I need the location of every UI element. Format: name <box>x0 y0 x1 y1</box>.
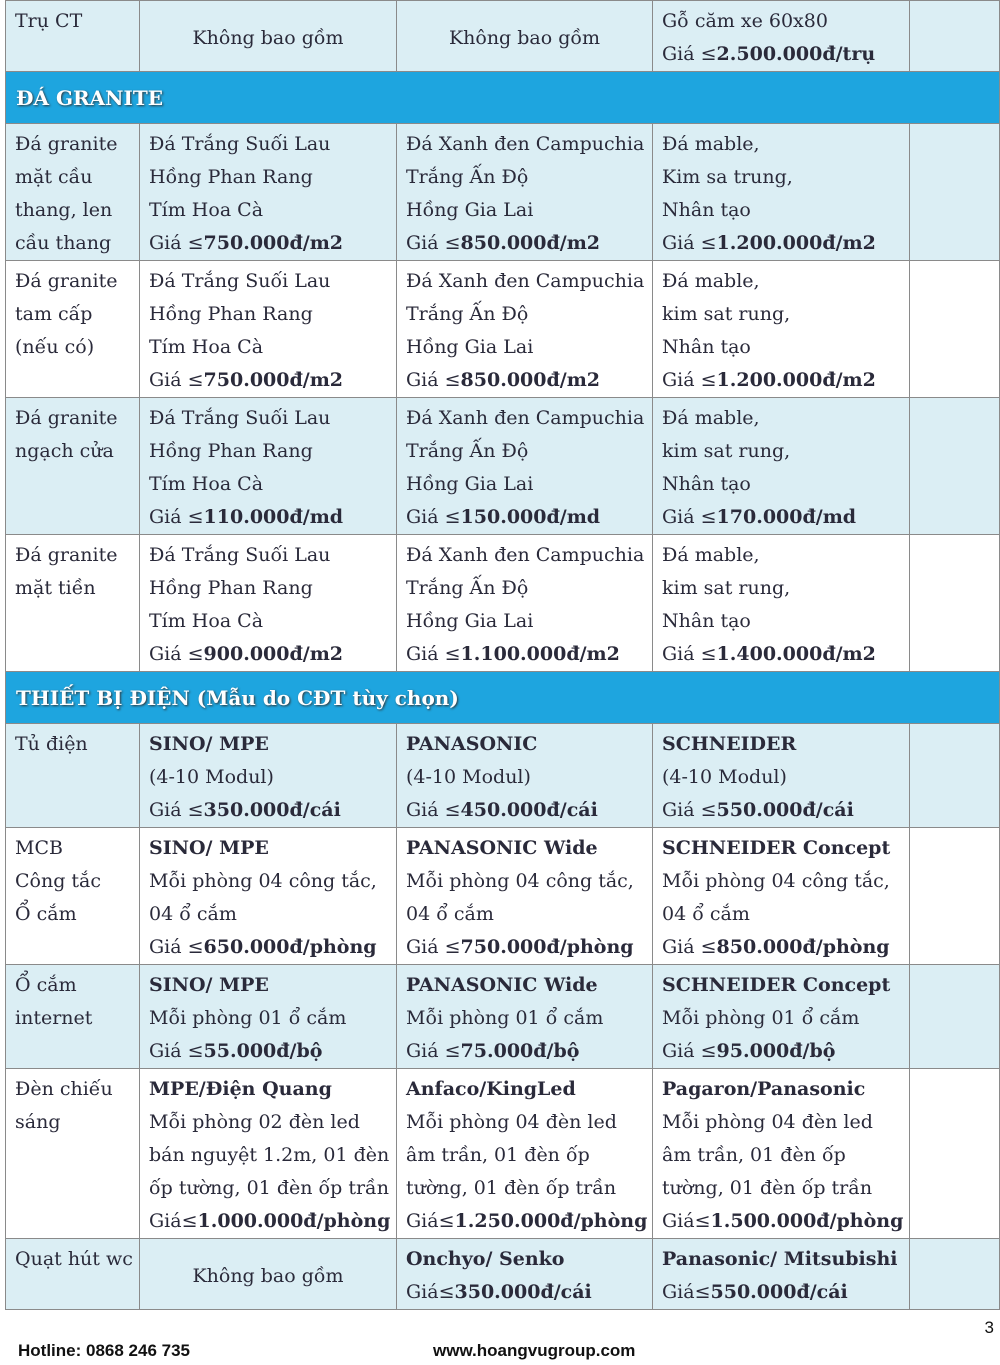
price-line <box>149 794 387 827</box>
price-value: 750.000đ/phòng <box>460 936 634 958</box>
price-line <box>406 794 643 827</box>
option-cell <box>140 828 397 965</box>
price-value: 110.000đ/md <box>203 506 344 528</box>
option-text: (4-10 Modul) <box>406 766 531 788</box>
item-label-cell <box>6 124 140 261</box>
option-cell <box>140 398 397 535</box>
price-line <box>662 794 900 827</box>
empty-cell <box>910 261 1000 398</box>
page-number: 3 <box>984 1318 994 1337</box>
brand-name: SINO/ MPE <box>149 837 269 859</box>
price-prefix: Giá ≤ <box>662 936 717 958</box>
option-text: Không bao gồm <box>192 26 344 49</box>
price-value: 550.000đ/cái <box>716 799 854 821</box>
option-cell <box>140 261 397 398</box>
option-cell <box>653 124 910 261</box>
price-line <box>149 364 387 397</box>
option-cell <box>140 1 397 72</box>
empty-cell <box>910 124 1000 261</box>
option-text: âm trần, 01 đèn ốp <box>662 1144 846 1166</box>
option-text: Nhân tạo <box>662 199 751 221</box>
option-text: Mỗi phòng 02 đèn led <box>149 1111 360 1133</box>
option-text: Đá mable, <box>662 544 760 566</box>
option-cell <box>140 1069 397 1239</box>
price-line <box>662 1035 900 1068</box>
price-line <box>406 364 643 397</box>
option-text: Hồng Gia Lai <box>406 473 534 495</box>
item-label-cell <box>6 398 140 535</box>
option-text: Trắng Ấn Độ <box>406 166 529 188</box>
price-line <box>406 1035 643 1068</box>
option-text: Hồng Phan Rang <box>149 303 313 325</box>
table-row <box>6 828 1000 965</box>
option-text: Tím Hoa Cà <box>149 199 264 221</box>
item-label: MCB <box>15 837 63 859</box>
option-cell <box>397 724 653 828</box>
option-text: Không bao gồm <box>448 26 601 49</box>
price-value: 850.000đ/phòng <box>716 936 890 958</box>
option-text: Kim sa trung, <box>662 166 793 188</box>
option-text: tường, 01 đèn ốp trần <box>662 1177 873 1199</box>
price-prefix: Giá ≤ <box>149 369 204 391</box>
price-value: 450.000đ/cái <box>460 799 598 821</box>
brand-name: SINO/ MPE <box>149 733 269 755</box>
price-line <box>406 638 643 671</box>
item-label-cell <box>6 535 140 672</box>
item-label: thang, len <box>15 199 113 221</box>
table-row <box>6 261 1000 398</box>
price-value: 55.000đ/bộ <box>203 1040 323 1062</box>
price-value: 1.200.000đ/m2 <box>716 232 876 254</box>
price-line <box>149 1035 387 1068</box>
price-line <box>662 931 900 964</box>
brand-name: MPE/Điện Quang <box>149 1078 332 1100</box>
price-prefix: Giá ≤ <box>662 1040 717 1062</box>
empty-cell <box>910 398 1000 535</box>
price-value: 550.000đ/cái <box>710 1281 848 1303</box>
brand-name: PANASONIC <box>406 733 538 755</box>
option-cell <box>397 261 653 398</box>
option-text: Mỗi phòng 01 ổ cắm <box>406 1007 604 1029</box>
brand-name: SINO/ MPE <box>149 974 269 996</box>
option-text: Hồng Phan Rang <box>149 440 313 462</box>
section-header-row <box>6 672 1000 724</box>
price-prefix: Giá ≤ <box>406 369 461 391</box>
price-line <box>662 227 900 260</box>
option-text: âm trần, 01 đèn ốp <box>406 1144 590 1166</box>
item-label: Đèn chiếu <box>15 1078 113 1100</box>
price-prefix: Giá ≤ <box>662 232 717 254</box>
price-line <box>662 638 900 671</box>
item-label-cell <box>6 724 140 828</box>
brand-name: PANASONIC Wide <box>406 974 598 996</box>
option-text: Đá Xanh đen Campuchia <box>406 270 645 292</box>
price-line <box>406 227 643 260</box>
price-value: 650.000đ/phòng <box>203 936 377 958</box>
price-line <box>149 501 387 534</box>
price-table <box>5 0 1000 1310</box>
price-line <box>406 1205 648 1238</box>
option-text: (4-10 Modul) <box>149 766 274 788</box>
price-value: 170.000đ/md <box>716 506 857 528</box>
option-text: Mỗi phòng 04 đèn led <box>406 1111 617 1133</box>
price-line <box>662 1276 900 1309</box>
option-cell <box>140 535 397 672</box>
price-value: 350.000đ/cái <box>203 799 341 821</box>
section-title: THIẾT BỊ ĐIỆN (Mẫu do CĐT tùy chọn) <box>6 672 1000 724</box>
price-line <box>149 931 387 964</box>
option-text: Mỗi phòng 04 đèn led <box>662 1111 873 1133</box>
empty-cell <box>910 724 1000 828</box>
section-title: ĐÁ GRANITE <box>6 72 1000 124</box>
item-label: ngạch cửa <box>15 440 114 462</box>
option-text: Trắng Ấn Độ <box>406 577 529 599</box>
brand-name: Anfaco/KingLed <box>406 1078 576 1100</box>
item-label: mặt tiền <box>15 577 96 599</box>
option-text: Đá Trắng Suối Lau <box>149 133 331 155</box>
item-label: cầu thang <box>15 232 112 254</box>
item-label-cell <box>6 1069 140 1239</box>
option-text: Tím Hoa Cà <box>149 473 264 495</box>
price-prefix: Giá ≤ <box>406 643 461 665</box>
price-value: 1.000.000đ/phòng <box>197 1210 391 1232</box>
item-label: Quạt hút wc <box>15 1248 133 1270</box>
option-text: kim sat rung, <box>662 440 791 462</box>
empty-cell <box>910 828 1000 965</box>
price-value: 750.000đ/m2 <box>203 369 344 391</box>
price-line <box>149 1205 391 1238</box>
price-prefix: Giá ≤ <box>662 506 717 528</box>
item-label: (nếu có) <box>15 336 95 358</box>
item-label-cell <box>6 828 140 965</box>
item-label: tam cấp <box>15 303 93 325</box>
option-text: Đá Trắng Suối Lau <box>149 270 331 292</box>
option-cell <box>397 828 653 965</box>
option-text: Trắng Ấn Độ <box>406 440 529 462</box>
option-text: Mỗi phòng 04 công tắc, <box>149 870 377 892</box>
option-text: Mỗi phòng 04 công tắc, <box>662 870 890 892</box>
table-row <box>6 1069 1000 1239</box>
option-text: Hồng Phan Rang <box>149 577 313 599</box>
option-text: Hồng Gia Lai <box>406 199 534 221</box>
item-label: Đá granite <box>15 544 118 566</box>
table-row <box>6 398 1000 535</box>
brand-name: Pagaron/Panasonic <box>662 1078 866 1100</box>
empty-cell <box>910 1239 1000 1310</box>
option-text: Gỗ căm xe 60x80 <box>662 10 828 32</box>
price-line <box>406 931 643 964</box>
option-cell <box>653 1 910 72</box>
brand-name: SCHNEIDER <box>662 733 797 755</box>
price-prefix: Giá ≤ <box>406 506 461 528</box>
price-prefix: Giá ≤ <box>149 232 204 254</box>
empty-cell <box>910 1069 1000 1239</box>
price-prefix: Giá≤ <box>406 1281 455 1303</box>
item-label: internet <box>15 1007 93 1029</box>
option-text: kim sat rung, <box>662 303 791 325</box>
option-text: Trắng Ấn Độ <box>406 303 529 325</box>
option-text: Đá mable, <box>662 133 760 155</box>
brand-name: Onchyo/ Senko <box>406 1248 565 1270</box>
brand-name: SCHNEIDER Concept <box>662 837 891 859</box>
price-value: 150.000đ/md <box>460 506 601 528</box>
price-prefix: Giá ≤ <box>149 1040 204 1062</box>
option-cell <box>140 1239 397 1310</box>
option-text: Mỗi phòng 01 ổ cắm <box>662 1007 860 1029</box>
price-line <box>662 501 900 534</box>
option-text: Nhân tạo <box>662 473 751 495</box>
empty-cell <box>910 1 1000 72</box>
option-cell <box>653 535 910 672</box>
option-text: kim sat rung, <box>662 577 791 599</box>
option-cell <box>653 828 910 965</box>
option-text: Hồng Gia Lai <box>406 336 534 358</box>
option-text: 04 ổ cắm <box>149 903 237 925</box>
item-label: Đá granite <box>15 133 118 155</box>
price-prefix: Giá ≤ <box>662 369 717 391</box>
item-label-cell <box>6 261 140 398</box>
option-text: Mỗi phòng 01 ổ cắm <box>149 1007 347 1029</box>
price-value: 1.200.000đ/m2 <box>716 369 876 391</box>
price-prefix: Giá≤ <box>662 1210 711 1232</box>
price-value: 95.000đ/bộ <box>716 1040 836 1062</box>
option-text: Tím Hoa Cà <box>149 336 264 358</box>
item-label: Ổ cắm <box>15 903 77 925</box>
item-label-cell <box>6 1 140 72</box>
option-text: (4-10 Modul) <box>662 766 787 788</box>
option-text: 04 ổ cắm <box>662 903 750 925</box>
price-value: 850.000đ/m2 <box>460 232 601 254</box>
option-text: Không bao gồm <box>192 1264 344 1287</box>
option-cell <box>397 1069 653 1239</box>
option-text: Đá Xanh đen Campuchia <box>406 544 645 566</box>
option-cell <box>397 398 653 535</box>
option-cell <box>653 1239 910 1310</box>
price-value: 1.400.000đ/m2 <box>716 643 876 665</box>
item-label: Đá granite <box>15 407 118 429</box>
item-label: Đá granite <box>15 270 118 292</box>
option-text: Nhân tạo <box>662 336 751 358</box>
item-label: Trụ CT <box>15 10 83 32</box>
brand-name: PANASONIC Wide <box>406 837 598 859</box>
option-cell <box>140 124 397 261</box>
option-cell <box>397 124 653 261</box>
option-cell <box>397 1239 653 1310</box>
price-prefix: Giá ≤ <box>406 799 461 821</box>
item-label-cell <box>6 1239 140 1310</box>
price-prefix: Giá ≤ <box>149 936 204 958</box>
price-prefix: Giá ≤ <box>406 936 461 958</box>
empty-cell <box>910 965 1000 1069</box>
price-value: 75.000đ/bộ <box>460 1040 580 1062</box>
option-cell <box>653 398 910 535</box>
option-text: Tím Hoa Cà <box>149 610 264 632</box>
price-value: 850.000đ/m2 <box>460 369 601 391</box>
price-prefix: Giá ≤ <box>406 1040 461 1062</box>
empty-cell <box>910 535 1000 672</box>
footer-hotline: Hotline: 0868 246 735 <box>18 1341 190 1360</box>
table-row <box>6 1 1000 72</box>
item-label: Tủ điện <box>15 733 88 755</box>
price-line <box>149 638 387 671</box>
option-text: Đá mable, <box>662 270 760 292</box>
option-text: Đá Xanh đen Campuchia <box>406 407 645 429</box>
option-text: tường, 01 đèn ốp trần <box>406 1177 617 1199</box>
footer-website: www.hoangvugroup.com <box>433 1341 636 1360</box>
option-cell <box>140 724 397 828</box>
price-prefix: Giá ≤ <box>662 643 717 665</box>
option-text: Mỗi phòng 04 công tắc, <box>406 870 634 892</box>
price-line <box>662 1205 904 1238</box>
option-cell <box>653 261 910 398</box>
price-prefix: Giá≤ <box>406 1210 455 1232</box>
price-value: 1.100.000đ/m2 <box>460 643 620 665</box>
item-label: sáng <box>15 1111 61 1133</box>
price-line <box>662 364 900 397</box>
price-line <box>406 1276 643 1309</box>
section-header-row <box>6 72 1000 124</box>
option-text: bán nguyệt 1.2m, 01 đèn <box>149 1144 390 1166</box>
option-cell <box>397 965 653 1069</box>
table-row <box>6 724 1000 828</box>
option-text: Đá Trắng Suối Lau <box>149 407 331 429</box>
price-value: 1.500.000đ/phòng <box>710 1210 904 1232</box>
option-cell <box>653 1069 910 1239</box>
table-row <box>6 1239 1000 1310</box>
price-prefix: Giá≤ <box>662 1281 711 1303</box>
item-label: Ổ cắm <box>15 974 77 996</box>
option-text: Đá mable, <box>662 407 760 429</box>
price-prefix: Giá ≤ <box>662 799 717 821</box>
option-text: Hồng Gia Lai <box>406 610 534 632</box>
option-text: Đá Trắng Suối Lau <box>149 544 331 566</box>
option-cell <box>140 965 397 1069</box>
price-value: 1.250.000đ/phòng <box>454 1210 648 1232</box>
price-prefix: Giá ≤ <box>149 506 204 528</box>
option-text: ốp tường, 01 đèn ốp trần <box>149 1177 389 1199</box>
option-cell <box>653 965 910 1069</box>
price-line <box>406 501 643 534</box>
option-text: Đá Xanh đen Campuchia <box>406 133 645 155</box>
table-row <box>6 124 1000 261</box>
option-cell <box>397 1 653 72</box>
table-row <box>6 535 1000 672</box>
brand-name: SCHNEIDER Concept <box>662 974 891 996</box>
price-line: Giá ≤2.500.000đ/trụ <box>662 43 876 65</box>
brand-name: Panasonic/ Mitsubishi <box>662 1248 898 1270</box>
price-prefix: Giá ≤ <box>406 232 461 254</box>
price-value: 750.000đ/m2 <box>203 232 344 254</box>
option-text: Hồng Phan Rang <box>149 166 313 188</box>
price-line <box>149 227 387 260</box>
option-cell <box>653 724 910 828</box>
item-label: Công tắc <box>15 870 102 892</box>
price-value: 350.000đ/cái <box>454 1281 592 1303</box>
item-label: mặt cầu <box>15 166 93 188</box>
price-value: 900.000đ/m2 <box>203 643 344 665</box>
price-prefix: Giá ≤ <box>149 799 204 821</box>
item-label-cell <box>6 965 140 1069</box>
table-row <box>6 965 1000 1069</box>
option-text: Nhân tạo <box>662 610 751 632</box>
price-prefix: Giá ≤ <box>149 643 204 665</box>
option-cell <box>397 535 653 672</box>
option-text: 04 ổ cắm <box>406 903 494 925</box>
price-prefix: Giá≤ <box>149 1210 198 1232</box>
